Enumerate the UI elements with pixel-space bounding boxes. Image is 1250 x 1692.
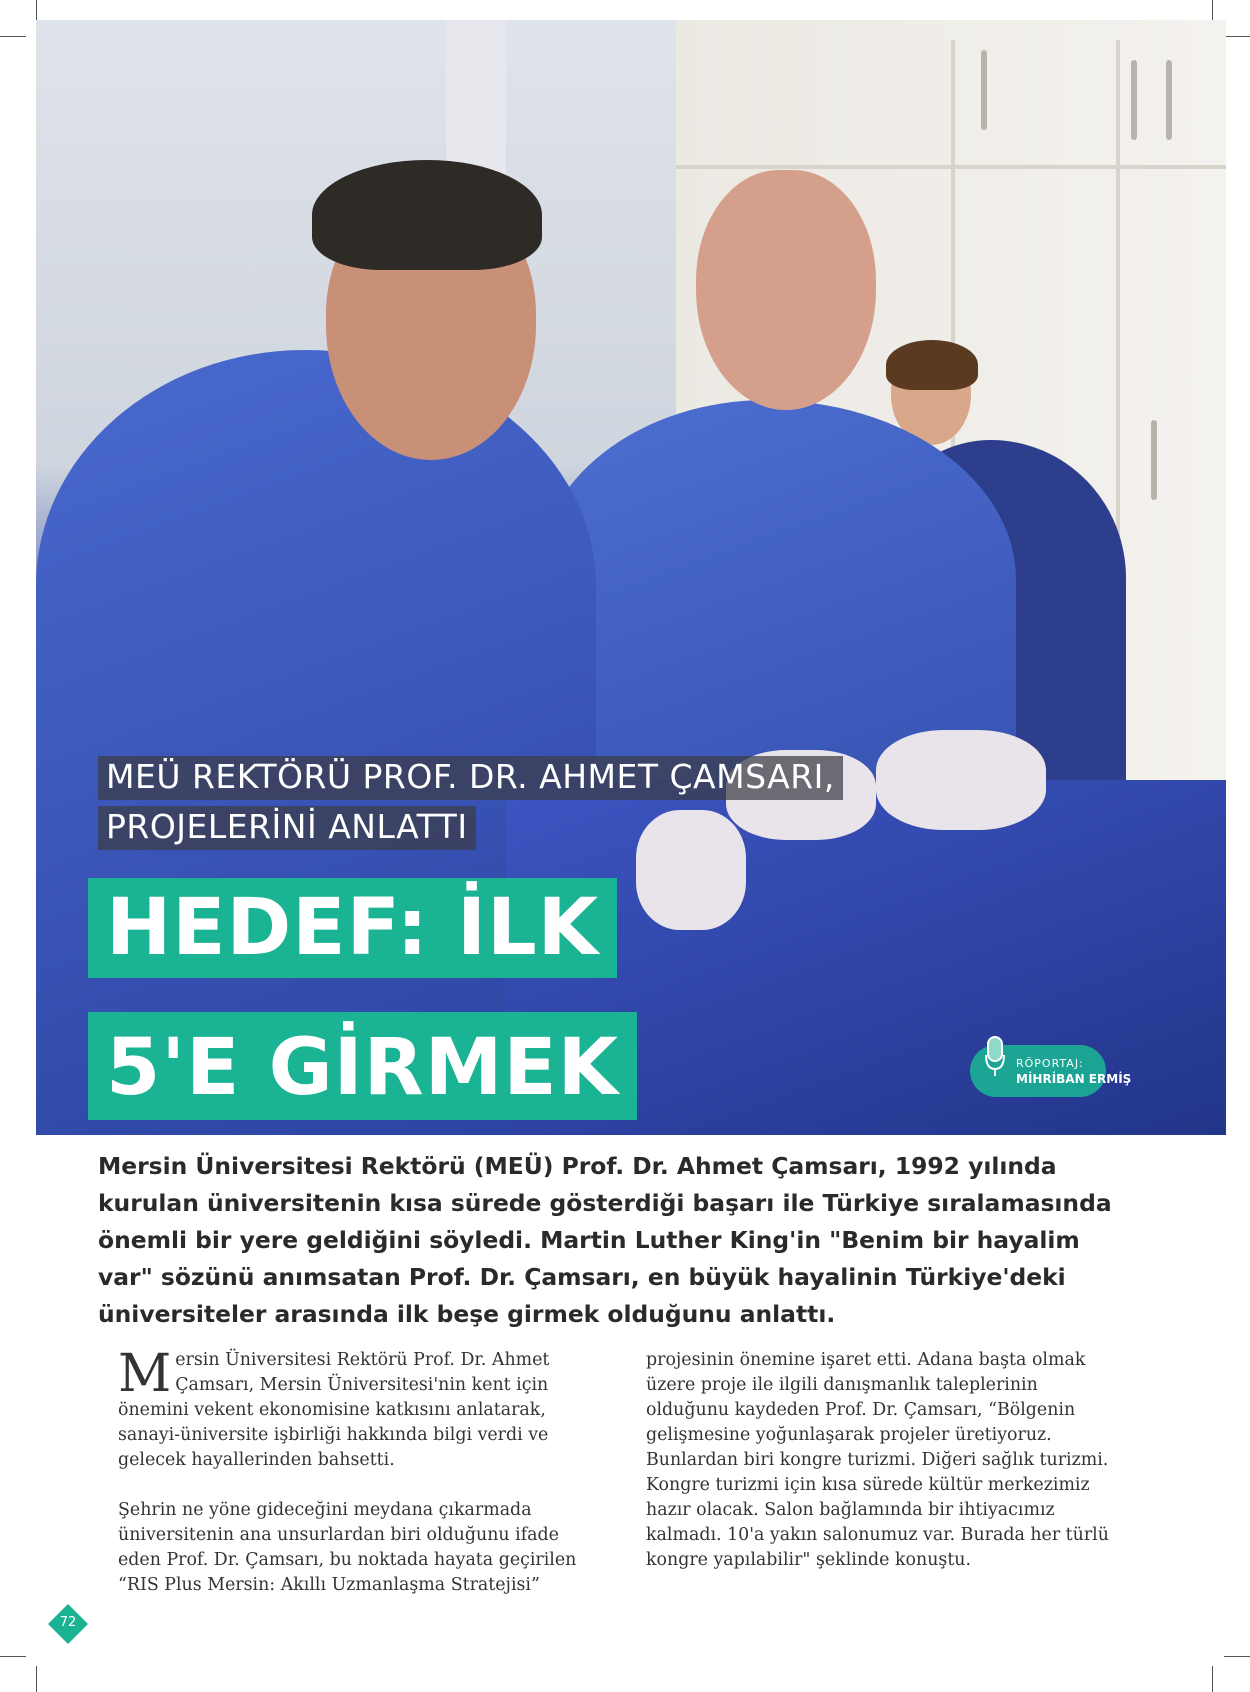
crop-mark bbox=[0, 36, 26, 37]
crop-mark bbox=[36, 1666, 37, 1692]
crop-mark bbox=[1224, 36, 1250, 37]
headline-line-1: HEDEF: İLK bbox=[88, 878, 617, 978]
body-paragraph: Şehrin ne yöne gideceğini meydana çıkarmada üniversitenin ana unsurlardan biri olduğunu ifade eden Prof. Dr. Çamsarı, bu noktada hayata geçirilen “RIS Plus Mersin: Akıllı Uzmanlaşma Stratejisi” bbox=[118, 1500, 577, 1595]
page-number-badge bbox=[48, 1604, 88, 1644]
drop-cap: M bbox=[118, 1344, 172, 1404]
interview-name: MİHRİBAN ERMİŞ bbox=[1016, 1072, 1132, 1086]
body-column-1 bbox=[118, 1344, 588, 1623]
body-column-2 bbox=[646, 1348, 1116, 1598]
interview-badge bbox=[970, 1045, 1132, 1097]
crop-mark bbox=[1212, 1666, 1213, 1692]
interview-label: RÖPORTAJ: bbox=[1016, 1057, 1084, 1070]
crop-mark bbox=[1224, 1656, 1250, 1657]
page-number: 72 bbox=[59, 1615, 77, 1630]
body-text: ersin Üniversitesi Rektörü Prof. Dr. Ahmet Çamsarı, Mersin Üniversitesi'nin kent için önemini vekent ekonomisine katkısını anlatarak, sanayi-üniversite işbirliği hakkında bilgi verdi ve gelecek hayallerinden bahsetti. bbox=[118, 1350, 550, 1470]
crop-mark bbox=[0, 1656, 26, 1657]
lead-paragraph: Mersin Üniversitesi Rektörü (MEÜ) Prof. Dr. Ahmet Çamsarı, 1992 yılında kurulan üniversitenin kısa sürede gösterdiği başarı ile Türkiye sıralamasında önemli bir yere geldiğini söyledi. Martin Luther King'in "Benim bir hayalim var" sözünü anımsatan Prof. Dr. Çamsarı, en büyük hayalinin Türkiye'deki üniversiteler arasında ilk beşe girmek olduğunu anlattı. bbox=[98, 1152, 1112, 1328]
kicker-line-2: PROJELERİNİ ANLATTI bbox=[98, 806, 476, 850]
body-paragraph bbox=[118, 1344, 588, 1473]
microphone-icon bbox=[984, 1035, 1006, 1077]
kicker-line-1: MEÜ REKTÖRÜ PROF. DR. AHMET ÇAMSARI, bbox=[98, 756, 843, 800]
body-paragraph: projesinin önemine işaret etti. Adana başta olmak üzere proje ile ilgili danışmanlık taleplerinin olduğunu kaydeden Prof. Dr. Çamsarı, “Bölgenin gelişmesine yoğunlaşarak projeler üretiyoruz. Bunlardan biri kongre turizmi. Diğeri sağlık turizmi. Kongre turizmi için kısa sürede kültür merkezimiz hazır olacak. Salon bağlamında bir ihtiyacımız kalmadı. 10'a yakın salonumuz var. Burada her türlü kongre yapılabilir" şeklinde konuştu. bbox=[646, 1350, 1109, 1570]
headline-line-2: 5'E GİRMEK bbox=[88, 1012, 637, 1120]
